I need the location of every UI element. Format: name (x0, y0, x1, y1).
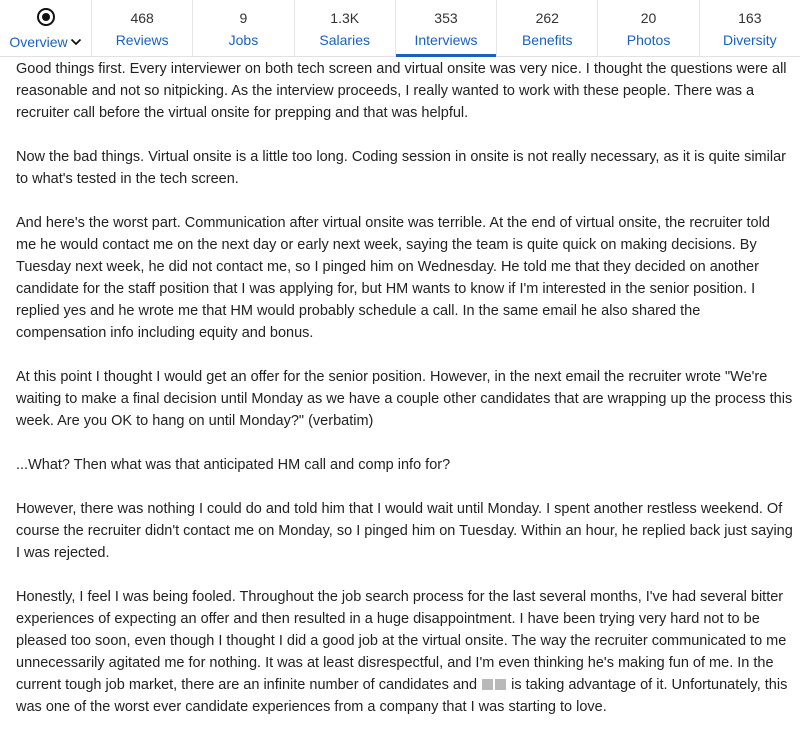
tab-count: 1.3K (330, 10, 360, 26)
tab-label: Interviews (414, 32, 478, 48)
tab-count: 468 (130, 10, 154, 26)
tab-label: Benefits (521, 32, 573, 48)
tab-count: 9 (239, 10, 248, 26)
tab-count: 163 (738, 10, 762, 26)
tab-count: 262 (535, 10, 559, 26)
review-paragraph: At this point I thought I would get an offer for the senior position. However, in the next email the recruiter wrote "We're waiting to make a final decision until Monday as we have a couple other candidates that are wrapping up the process this week. Are you OK to hang on until Monday?" (verbatim) (16, 369, 793, 429)
tab-label: Jobs (228, 32, 259, 48)
review-paragraph-last (16, 586, 794, 718)
tab-label: Reviews (115, 32, 169, 48)
chevron-down-icon (70, 37, 82, 47)
review-paragraph: However, there was nothing I could do and told him that I would wait until Monday. I spent another restless weekend. Of course the recruiter didn't contact me on Monday, so I pinged him on Tuesday. Within an hour, he replied back just saying I was rejected. (16, 501, 793, 561)
tab-jobs[interactable] (193, 0, 294, 56)
review-text: Honestly, I feel I was being fooled. Throughout the job search process for the last several months, I've had several bitter experiences of expecting an offer and then resulted in a huge disappointment. I have been trying very hard not to be pleased too soon, even though I thought I did a good job at the virtual onsite. The way the recruiter communicated to me unnecessarily agitated me for nothing. It was at least disrespectful, and I'm even thinking he's making fun of me. In the current tough job market, there are an infinite number of candidates and (16, 589, 787, 693)
review-paragraph: Good things first. Every interviewer on both tech screen and virtual onsite was very nice. I thought the questions were all reasonable and not so nitpicking. As the interview proceeds, I really wanted to work with these people. There was a recruiter call before the virtual onsite for prepping and that was helpful. (16, 61, 787, 121)
tab-diversity[interactable] (700, 0, 800, 56)
review-paragraph: ...What? Then what was that anticipated HM call and comp info for? (16, 457, 451, 473)
tab-salaries[interactable] (295, 0, 396, 56)
tab-count: 353 (434, 10, 458, 26)
redacted-company-name (482, 679, 493, 690)
review-paragraph: And here's the worst part. Communication after virtual onsite was terrible. At the end of virtual onsite, the recruiter told me he would contact me on the next day or early next week, saying the team is quite quick on making decisions. By Tuesday next week, he did not contact me, so I pinged him on Wednesday. He told me that they decided on another candidate for the staff position that I was applying for, but HM wants to know if I'm interested in the senior position. I replied yes and he wrote me that HM would probably schedule a call. In the same email he also shared the compensation info including equity and bonus. (16, 215, 770, 341)
company-logo-icon (37, 8, 55, 26)
review-paragraph: Now the bad things. Virtual onsite is a little too long. Coding session in onsite is not really necessary, as it is quite similar to what's tested in the tech screen. (16, 149, 786, 187)
nav-overview[interactable] (0, 0, 92, 56)
tab-label: Diversity (722, 32, 777, 48)
tab-count: 20 (640, 10, 657, 26)
tab-photos[interactable] (598, 0, 699, 56)
interview-review-body (16, 58, 794, 740)
redacted-company-name (495, 679, 506, 690)
nav-overview-label: Overview (9, 33, 68, 50)
tab-reviews[interactable] (92, 0, 193, 56)
company-nav-bar (0, 0, 800, 57)
review-text: is taking advantage of it. Unfortunately, this was one of the worst ever candidate experiences from a company that I was starting to love. (16, 677, 788, 715)
tab-label: Photos (626, 32, 671, 48)
tab-benefits[interactable] (497, 0, 598, 56)
tab-interviews[interactable] (396, 0, 497, 56)
tab-label: Salaries (319, 32, 370, 48)
